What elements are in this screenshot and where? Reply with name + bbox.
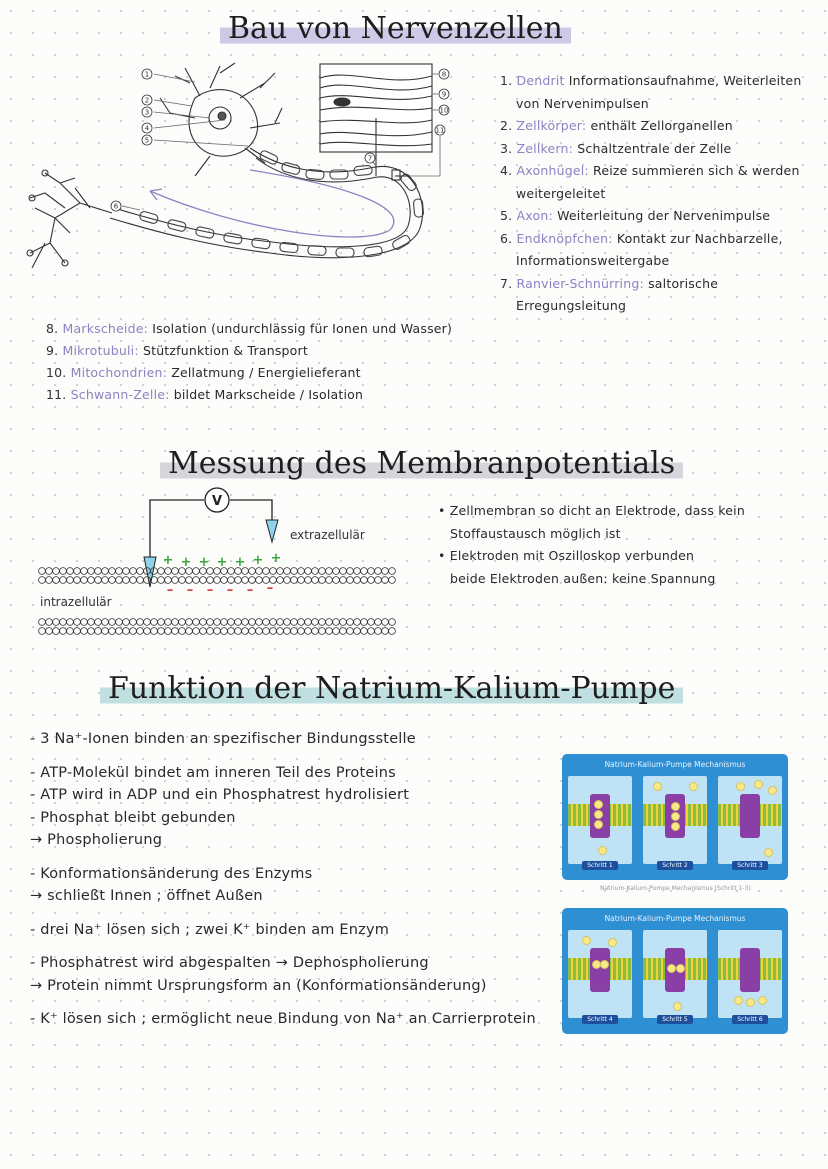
plus-charge: + (216, 555, 228, 570)
list-item: • Zellmembran so dicht an Elektrode, dass kein Stoffaustausch möglich ist (438, 503, 745, 541)
pump-note-line: - K⁺ lösen sich ; ermöglicht neue Bindung von Na⁺ an Carrierprotein (30, 1011, 536, 1027)
plus-charge: + (252, 553, 264, 568)
list-item: 4. Axonhügel: Reize summieren sich & werden weitergeleitet (500, 163, 800, 201)
membrane-notes (438, 500, 818, 590)
plus-charge: + (180, 555, 192, 570)
plus-charge: + (270, 551, 282, 566)
step-label: Schritt 5 (657, 1015, 692, 1024)
minus-charge: – (186, 583, 194, 598)
neuron-diagram (20, 58, 460, 283)
pump-note-line: - drei Na⁺ lösen sich ; zwei K⁺ binden am Enzym (30, 921, 390, 938)
step-panel (643, 930, 707, 1023)
card-title: Natrium-Kalium-Pumpe Mechanismus (604, 760, 746, 769)
neuron-parts-list (500, 70, 820, 318)
pump-note-line: → schließt Innen ; öffnet Außen (30, 888, 263, 904)
pump-note-line: - Phosphat bleibt gebunden (30, 809, 236, 826)
callout-11 (435, 125, 445, 135)
pump-mechanism-card-1 (562, 754, 788, 880)
list-item: 9. Mikrotubuli: Stützfunktion & Transport (46, 343, 308, 358)
svg-text:2: 2 (144, 96, 150, 105)
step-label: Schritt 4 (582, 1015, 617, 1024)
membrane-diagram (30, 482, 410, 647)
list-item: 7. Ranvier-Schnürring: saltorische Erregungsleitung (500, 275, 719, 313)
list-item: 2. Zellkörper: enthält Zellorganellen (500, 118, 733, 133)
svg-text:4: 4 (144, 124, 150, 133)
pump-note-line: - Phosphatrest wird abgespalten → Dephospholierung (30, 955, 429, 971)
list-item: • Elektroden mit Oszilloskop verbunden beide Elektroden außen: keine Spannung (438, 548, 716, 586)
list-item: 6. Endknöpfchen: Kontakt zur Nachbarzelle, Informationsweitergabe (500, 230, 783, 268)
callout-8 (439, 69, 449, 79)
callout-3 (142, 107, 152, 117)
minus-charge: – (266, 581, 274, 596)
pump-note-line: → Phospholierung (30, 832, 163, 848)
list-item: 8. Markscheide: Isolation (undurchlässig für Ionen und Wasser) (46, 321, 453, 336)
callout-9 (439, 89, 449, 99)
minus-charge: – (246, 583, 254, 598)
minus-charge: – (206, 583, 214, 598)
step-panel (568, 776, 632, 869)
step-label: Schritt 2 (657, 861, 692, 870)
title-neuron: Bau von Nervenzellen (220, 12, 571, 46)
callout-5 (142, 135, 152, 145)
callout-4 (142, 123, 152, 133)
plus-charge: + (234, 555, 246, 570)
callout-2 (142, 95, 152, 105)
pump-note-line: - Konformationsänderung des Enzyms (30, 865, 313, 882)
svg-text:5: 5 (144, 136, 150, 145)
pump-mechanism-card-2 (562, 908, 788, 1034)
neuron-parts-list-2 (46, 318, 452, 406)
step-label: Schritt 1 (582, 861, 617, 870)
svg-text:7: 7 (367, 154, 373, 163)
callout-7 (365, 153, 375, 163)
svg-text:6: 6 (113, 202, 119, 211)
step-panel (718, 776, 782, 869)
pump-caption: Natrium-Kalium-Pumpe Mechanismus (Schritt 1-3) (600, 885, 751, 892)
pump-notes (30, 728, 536, 1031)
plus-charge: + (198, 555, 210, 570)
svg-text:10: 10 (439, 106, 449, 115)
list-item: 5. Axon: Weiterleitung der Nervenimpulse (500, 208, 771, 223)
callout-10 (439, 105, 449, 115)
list-item: 1. Dendrit Informationsaufnahme, Weiterleiten von Nervenimpulsen (500, 73, 802, 111)
voltmeter-icon: V (211, 494, 223, 509)
svg-text:1: 1 (144, 70, 150, 79)
pump-note-line: → Protein nimmt Ursprungsform an (Konformationsänderung) (30, 977, 487, 994)
plus-charge: + (162, 553, 174, 568)
callout-1 (142, 69, 152, 79)
title-membrane: Messung des Membranpotentials (160, 447, 683, 481)
svg-text:9: 9 (441, 90, 447, 99)
svg-text:3: 3 (144, 108, 150, 117)
minus-charge: – (166, 583, 174, 598)
list-item: 11. Schwann-Zelle: bildet Markscheide / Isolation (46, 387, 364, 402)
step-panel (718, 930, 782, 1023)
svg-text:8: 8 (441, 70, 447, 79)
step-label: Schritt 6 (732, 1015, 767, 1024)
pump-note-line: - ATP wird in ADP und ein Phosphatrest hydrolisiert (30, 787, 410, 803)
list-item: 3. Zellkern: Schaltzentrale der Zelle (500, 140, 732, 156)
step-label: Schritt 3 (732, 861, 767, 870)
extracellular-label: extrazellulär (290, 528, 365, 542)
intracellular-label: intrazellulär (40, 595, 112, 609)
pump-note-line: - ATP-Molekül bindet am inneren Teil des Proteins (30, 764, 396, 781)
callout-6 (111, 201, 121, 211)
svg-text:11: 11 (435, 126, 445, 135)
title-pump: Funktion der Natrium-Kalium-Pumpe (100, 672, 683, 706)
card-title: Natrium-Kalium-Pumpe Mechanismus (604, 914, 746, 923)
step-panel (643, 776, 707, 869)
step-panel (568, 930, 632, 1023)
list-item: 10. Mitochondrien: Zellatmung / Energielieferant (46, 365, 361, 380)
minus-charge: – (226, 583, 234, 598)
pump-note-line: - 3 Na⁺-Ionen binden an spezifischer Bindungsstelle (30, 731, 416, 747)
